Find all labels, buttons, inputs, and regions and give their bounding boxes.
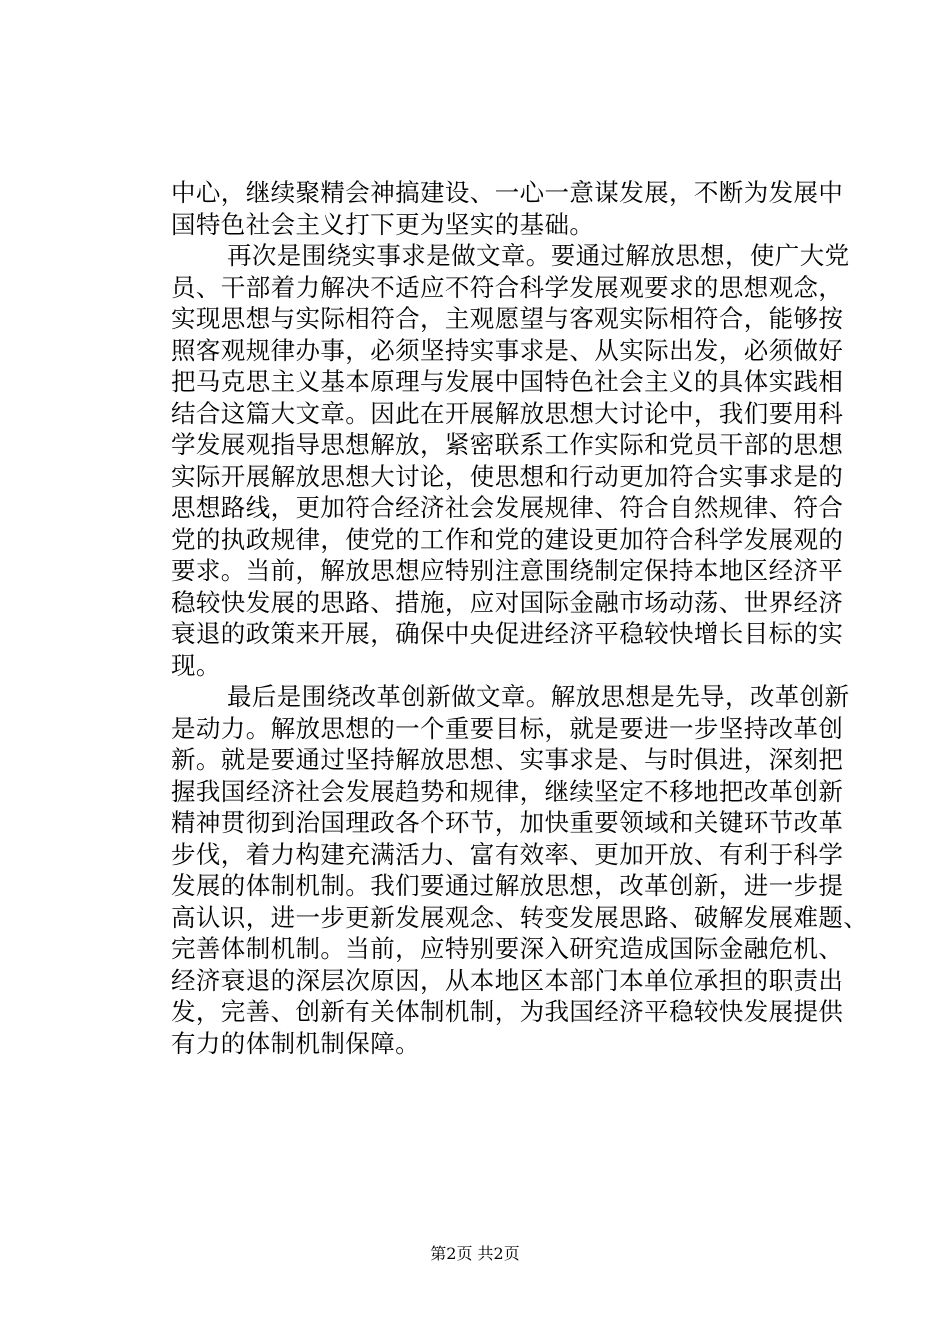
text-line: 国特色社会主义打下更为坚实的基础。 — [171, 209, 595, 239]
page-number-footer: 第2页 共2页 — [430, 1244, 520, 1263]
text-line: 高认识，进一步更新发展观念、转变发展思路、破解发展难题、 — [171, 902, 869, 932]
text-line: 握我国经济社会发展趋势和规律，继续坚定不移地把改革创新 — [171, 776, 844, 806]
text-line: 新。就是要通过坚持解放思想、实事求是、与时俱进，深刻把 — [171, 745, 844, 774]
text-line: 实际开展解放思想大讨论，使思想和行动更加符合实事求是的 — [171, 461, 844, 491]
text-line: 党的执政规律，使党的工作和党的建设更加符合科学发展观的 — [171, 524, 844, 554]
text-line: 最后是围绕改革创新做文章。解放思想是先导，改革创新 — [227, 682, 850, 711]
text-line: 再次是围绕实事求是做文章。要通过解放思想，使广大党 — [227, 241, 850, 270]
text-line: 是动力。解放思想的一个重要目标，就是要进一步坚持改革创 — [171, 713, 844, 743]
text-line: 稳较快发展的思路、措施，应对国际金融市场动荡、世界经济 — [171, 587, 844, 617]
text-line: 要求。当前，解放思想应特别注意围绕制定保持本地区经济平 — [171, 556, 844, 585]
text-line: 发，完善、创新有关体制机制，为我国经济平稳较快发展提供 — [171, 997, 844, 1026]
text-line: 完善体制机制。当前，应特别要深入研究造成国际金融危机、 — [171, 934, 844, 963]
text-line: 衰退的政策来开展，确保中央促进经济平稳较快增长目标的实 — [171, 619, 844, 648]
text-line: 结合这篇大文章。因此在开展解放思想大讨论中，我们要用科 — [171, 398, 844, 428]
text-line: 学发展观指导思想解放，紧密联系工作实际和党员干部的思想 — [171, 430, 844, 459]
text-line: 员、干部着力解决不适应不符合科学发展观要求的思想观念， — [171, 272, 844, 302]
paragraph-1 — [171, 177, 861, 240]
text-line: 步伐，着力构建充满活力、富有效率、更加开放、有利于科学 — [171, 839, 844, 869]
paragraph-3 — [171, 681, 869, 1059]
document-body — [171, 177, 869, 1059]
text-line: 有力的体制机制保障。 — [171, 1028, 420, 1058]
text-line: 经济衰退的深层次原因，从本地区本部门本单位承担的职责出 — [171, 965, 844, 995]
text-line: 思想路线，更加符合经济社会发展规律、符合自然规律、符合 — [171, 493, 844, 522]
text-line: 照客观规律办事，必须坚持实事求是、从实际出发，必须做好 — [171, 335, 844, 365]
paragraph-2 — [171, 240, 861, 681]
text-line: 中心，继续聚精会神搞建设、一心一意谋发展，不断为发展中 — [171, 178, 844, 207]
text-line: 现。 — [171, 650, 221, 680]
text-line: 把马克思主义基本原理与发展中国特色社会主义的具体实践相 — [171, 367, 844, 396]
text-line: 实现思想与实际相符合，主观愿望与客观实际相符合，能够按 — [171, 304, 844, 333]
text-line: 精神贯彻到治国理政各个环节，加快重要领域和关键环节改革 — [171, 808, 844, 837]
text-line: 发展的体制机制。我们要通过解放思想，改革创新，进一步提 — [171, 871, 844, 900]
